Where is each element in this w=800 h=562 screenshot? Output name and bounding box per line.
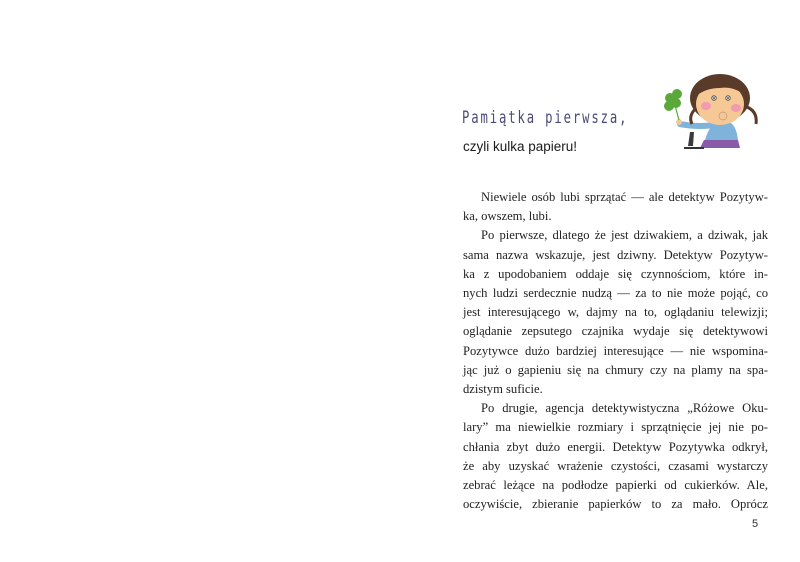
chapter-subtitle: czyli kulka papieru! — [463, 139, 578, 154]
page-number: 5 — [752, 518, 759, 530]
text-line: jąc już o gapieniu się na chmury czy na plamy na spa- — [463, 362, 768, 377]
text-line: oczywiście, zbieranie papierków to za mało. Oprócz — [463, 497, 768, 512]
text-line: Pozytywce dużo bardziej interesujące — nie wspomina- — [463, 343, 768, 358]
text-line: Po drugie, agencja detektywistyczna „Różowe Oku- — [481, 401, 768, 416]
text-line: ka z upodobaniem oddaje się czynnościom, które in- — [463, 266, 768, 281]
paragraph — [463, 226, 768, 399]
text-line: dzistym suficie. — [463, 382, 543, 397]
body-text — [463, 188, 768, 514]
text-line: zebrać leżące na podłodze papierki od cukierków. Ale, — [463, 478, 768, 493]
paragraph — [463, 399, 768, 514]
text-line: chłania zbyt dużo energii. Detektyw Pozytywka odkrył, — [463, 439, 768, 454]
text-line: ka, owszem, lubi. — [463, 209, 552, 224]
paragraph — [463, 188, 768, 226]
text-line: jest interesującego w, dajmy na to, oglądaniu telewizji; — [463, 305, 768, 320]
text-line: lary” ma niewielkie rozmiary i sprzątnięcie jej nie po- — [463, 420, 768, 435]
text-line: nych ludzi serdecznie nudzą — za to nie może pojąć, co — [463, 286, 768, 301]
text-line: Po pierwsze, dlatego że jest dziwakiem, a dziwak, jak — [481, 228, 768, 243]
text-line: oglądanie zepsutego czajnika wydaje się detektywowi — [463, 324, 768, 339]
text-line: Niewiele osób lubi sprzątać — ale detektyw Pozytyw- — [481, 190, 768, 204]
text-line: sama nazwa wskazuje, jest dziwny. Detektyw Pozytyw- — [463, 247, 768, 262]
chapter-title: Pamiątka pierwsza, — [462, 108, 629, 128]
girl-with-clover-illustration — [660, 68, 765, 158]
text-line: że aby uzyskać wrażenie czystości, czasami wystarczy — [463, 458, 768, 473]
